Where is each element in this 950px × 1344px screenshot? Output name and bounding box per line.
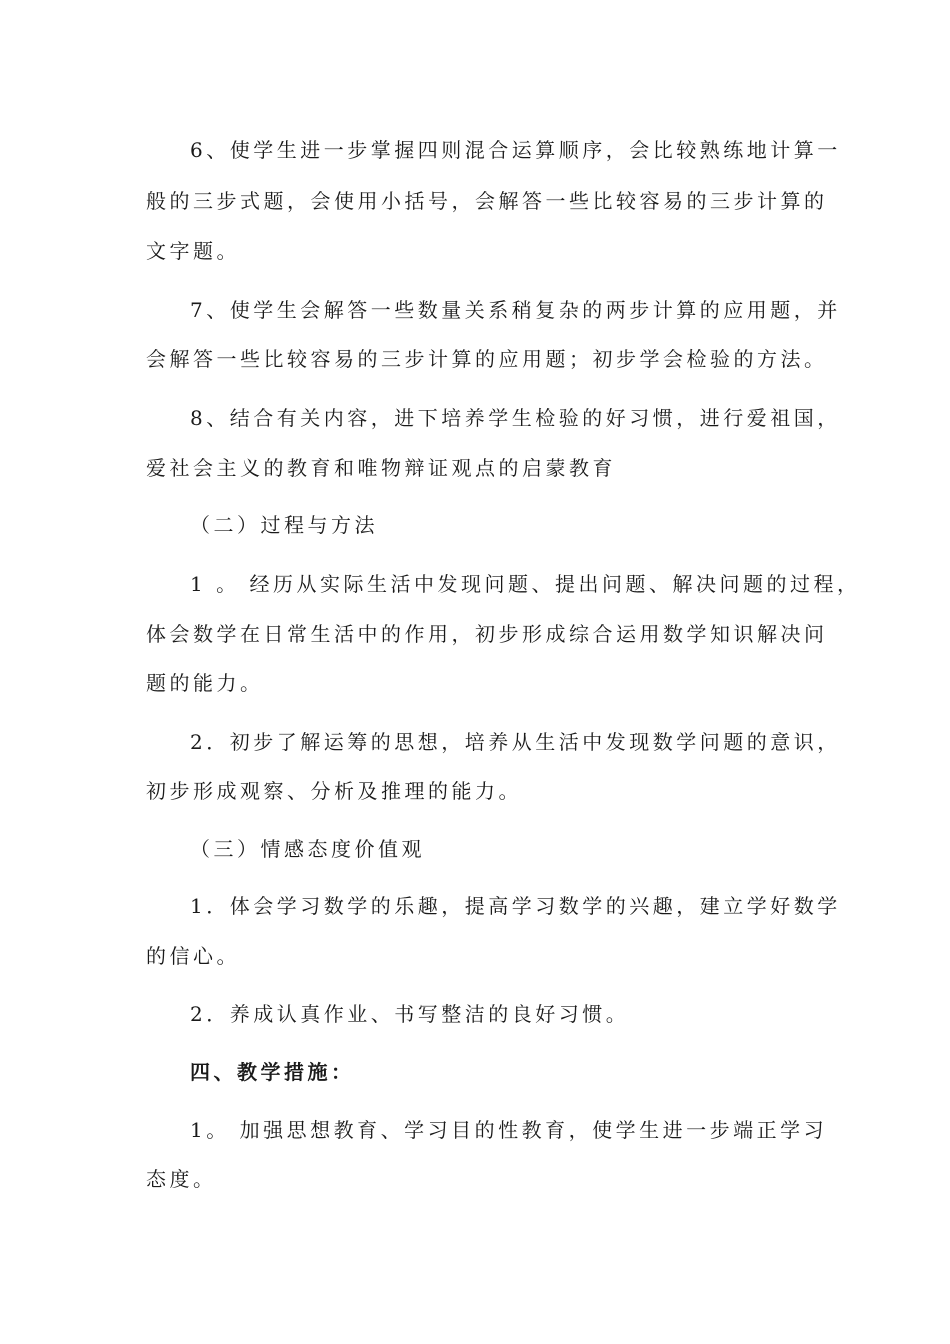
measures-item-1-line-2: 态度。 — [146, 1167, 217, 1191]
process-item-2-line-2: 初步形成观察、分析及推理的能力。 — [146, 779, 522, 803]
section-process-heading: （二）过程与方法 — [190, 513, 378, 537]
attitude-item-1-line-1: 1．体会学习数学的乐趣，提高学习数学的兴趣，建立学好数学 — [190, 894, 841, 918]
attitude-item-1-line-2: 的信心。 — [146, 944, 240, 968]
item-6-line-3: 文字题。 — [146, 239, 240, 263]
item-6-line-2: 般的三步式题，会使用小括号，会解答一些比较容易的三步计算的 — [146, 189, 828, 213]
attitude-item-2: 2．养成认真作业、书写整洁的良好习惯。 — [190, 1002, 630, 1026]
item-6-line-1: 6、使学生进一步掌握四则混合运算顺序，会比较熟练地计算一 — [190, 138, 841, 162]
process-item-2-line-1: 2．初步了解运筹的思想，培养从生活中发现数学问题的意识， — [190, 730, 841, 754]
item-7-line-1: 7、使学生会解答一些数量关系稍复杂的两步计算的应用题，并 — [190, 298, 841, 322]
section-attitude-heading: （三）情感态度价值观 — [190, 837, 425, 861]
measures-item-1-line-1: 1。 加强思想教育、学习目的性教育，使学生进一步端正学习 — [190, 1118, 828, 1142]
section-measures-heading: 四、教学措施： — [190, 1060, 355, 1084]
process-item-1-line-2: 体会数学在日常生活中的作用，初步形成综合运用数学知识解决问 — [146, 622, 828, 646]
item-7-line-2: 会解答一些比较容易的三步计算的应用题；初步学会检验的方法。 — [146, 347, 828, 371]
process-item-1-line-3: 题的能力。 — [146, 671, 264, 695]
item-8-line-2: 爱社会主义的教育和唯物辩证观点的启蒙教育 — [146, 456, 616, 480]
process-item-1-line-1: 1 。 经历从实际生活中发现问题、提出问题、解决问题的过程， — [190, 572, 861, 596]
item-8-line-1: 8、结合有关内容，进下培养学生检验的好习惯，进行爱祖国， — [190, 406, 841, 430]
